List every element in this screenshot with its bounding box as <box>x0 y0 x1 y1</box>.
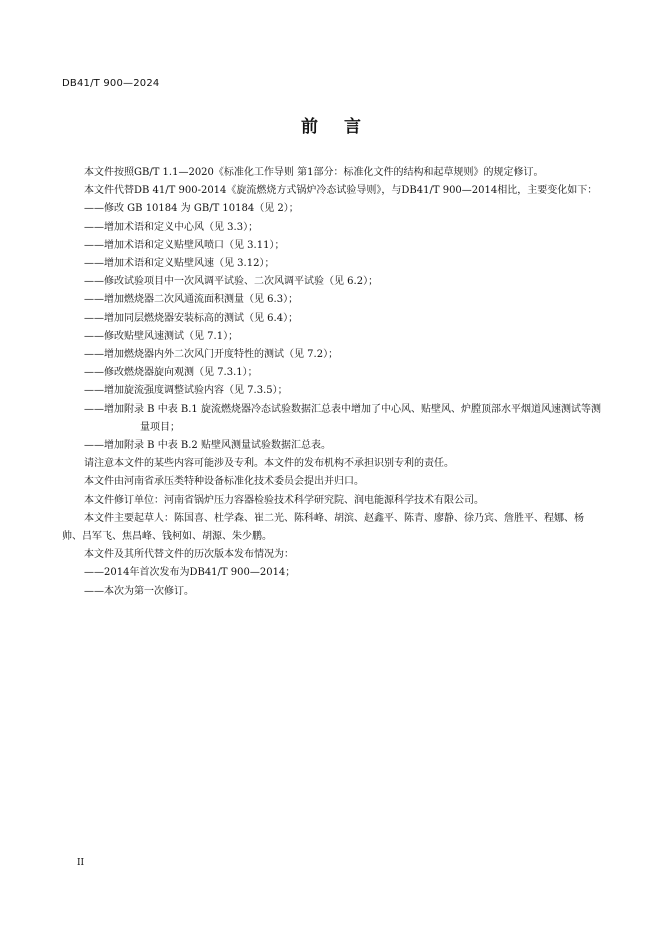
list-item: ——增加旋流强度调整试验内容（见 7.3.5）； <box>84 385 288 397</box>
list-item: ——增加同层燃烧器安装标高的测试（见 6.4）； <box>84 312 299 324</box>
paragraph-drafters: 本文件主要起草人：陈国喜、杜学森、崔二光、陈科峰、胡滨、赵鑫平、陈青、廖静、徐乃宾、詹胜平、程娜、杨帅、吕军飞、焦昌峰、钱柯如、胡源、朱少鹏。 <box>62 512 584 543</box>
list-item: ——修改 GB 10184 为 GB/T 10184（见 2）； <box>84 203 299 215</box>
list-item: ——2014年首次发布为DB41/T 900—2014； <box>84 567 296 579</box>
list-item: ——修改燃烧器旋向观测（见 7.3.1）； <box>84 367 258 379</box>
paragraph-proposer: 本文件由河南省承压类特种设备标准化技术委员会提出并归口。 <box>84 476 364 488</box>
page-title: 前言 <box>301 117 387 137</box>
list-item: ——增加燃烧器二次风通流面积测量（见 6.3）； <box>84 294 299 306</box>
list-item: ——增加术语和定义贴壁风速（见 3.12）； <box>84 258 275 270</box>
paragraph-drafting-rules: 本文件按照GB/T 1.1—2020《标准化工作导则 第1部分：标准化文件的结构和起草规则》的规定修订。 <box>84 167 544 178</box>
list-item: ——修改试验项目中一次风调平试验、二次风调平试验（见 6.2）； <box>84 276 379 288</box>
list-item: ——本次为第一次修订。 <box>84 585 194 597</box>
list-item: ——增加附录 B 中表 B.2 贴壁风测量试验数据汇总表。 <box>84 440 331 452</box>
list-item: ——修改贴壁风速测试（见 7.1）； <box>84 330 239 342</box>
paragraph-replaces: 本文件代替DB 41/T 900-2014《旋流燃烧方式锅炉冷态试验导则》，与DB41/T 900—2014相比，主要变化如下： <box>84 185 598 197</box>
list-item: ——增加术语和定义贴壁风喷口（见 3.11）； <box>84 239 285 251</box>
history-list <box>62 564 602 600</box>
page-number: II <box>77 858 85 868</box>
paragraph-history-intro: 本文件及其所代替文件的历次版本发布情况为： <box>84 549 294 561</box>
changes-list <box>62 200 602 455</box>
list-item: ——增加术语和定义中心风（见 3.3）； <box>84 221 259 233</box>
foreword-body <box>62 164 602 601</box>
list-item: ——增加燃烧器内外二次风门开度特性的测试（见 7.2）； <box>84 349 339 361</box>
list-item: ——增加附录 B 中表 B.1 旋流燃烧器冷态试验数据汇总表中增加了中心风、贴壁风、炉膛顶部水平烟道风速测试等测量项目； <box>84 403 601 433</box>
paragraph-patent-notice: 请注意本文件的某些内容可能涉及专利。本文件的发布机构不承担识别专利的责任。 <box>84 458 454 470</box>
standard-code: DB41/T 900—2024 <box>62 78 160 89</box>
paragraph-revising-units: 本文件修订单位：河南省锅炉压力容器检验技术科学研究院、润电能源科学技术有限公司。 <box>84 494 484 506</box>
